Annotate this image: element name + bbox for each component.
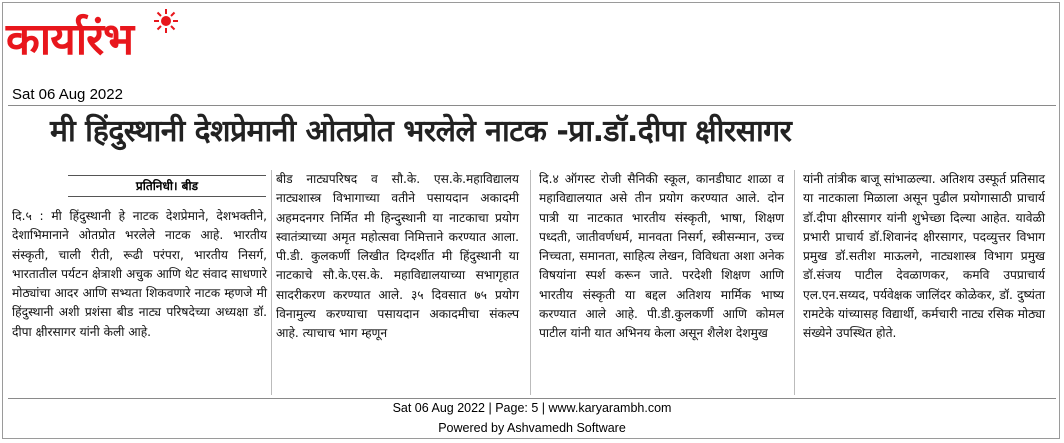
footer-powered-by: Powered by Ashvamedh Software	[438, 421, 626, 435]
article-byline: प्रतिनिधी। बीड	[68, 175, 266, 197]
article-column-4: यांनी तांत्रीक बाजू सांभाळल्या. अतिशय उस्फूर्त प्रतिसाद या नाटकाला मिळाला असून पुढील प्रयोगासाठी प्राचार्य डॉ.दीपा क्षीरसागर यांनी शुभेच्छा दिल्या आहेत. यावेळी प्रभारी प्राचार्य डॉ.शिवानंद क्षीरसागर, पदव्युत्तर विभाग प्रमुख डॉ.सतीश माऊलगे, नाट्यशास्त्र विभाग प्रमुख डॉ.संजय पाटील देवळाणकर, कमवि उपप्राचार्य एल.एन.सय्यद, पर्यवेक्षक जालिंदर कोळेकर, डॉ. दुष्यंता रामटेके यांच्यासह विद्यार्थी, कर्मचारी नाट्य रसिक मोठ्या संख्येने उपस्थित होते.	[803, 172, 1045, 341]
column-divider	[271, 170, 272, 395]
article-column-3: दि.४ ऑगस्ट रोजी सैनिकी स्कूल, कानडीघाट शाळा व महाविद्यालयात असे तीन प्रयोग करण्यात आले. दोन पात्री या नाटकात भारतीय संस्कृती, भाषा, शिक्षण पध्दती, जातीवर्णधर्म, मानवता निसर्ग, स्त्रीसन्मान, उच्च निच्चता, समानता, साहित्य लेखन, विविधता अशा अनेक विषयांना स्पर्श करून जाते. परदेशी शिक्षण आणि भारतीय संस्कृती या बद्दल अतिशय मार्मिक भाष्य करण्यात आले आहे. पी.डी.कुलकर्णी आणि कोमल पाटील यांनी यात अभिनय केला असून शैलेश देशमुख	[539, 172, 784, 341]
column-divider	[530, 170, 531, 395]
article-column-1: दि.५ : मी हिंदुस्थानी हे नाटक देशप्रेमाने, देशभक्तीने, देशाभिमानाने ओतप्रोत भरलेले नाटक आहे. भारतीय संस्कृती, चाली रीती, रूढी परंपरा, भारतीय निसर्ग, भारतातील पर्यटन क्षेत्राशी अचुक आणि थेट संवाद साधणारे मोठ्यांचा आदर आणि सभ्यता शिकवणारे नाटक म्हणजे मी हिंदुस्थानी अशी प्रशंसा बीड नाट्य परिषदेच्या अध्यक्षा डॉ. दीपा क्षीरसागर यांनी केली आहे.	[12, 209, 267, 339]
issue-date: Sat 06 Aug 2022	[12, 86, 123, 103]
article-column-2: बीड नाट्यपरिषद व सौ.के. एस.के.महाविद्यालय नाट्यशास्त्र विभागाच्या वतीने पसायदान अकादमी अहमदनगर निर्मित मी हिन्दुस्थानी या नाटकाचा प्रयोग स्वातंत्र्याच्या अमृत महोत्सवा निमित्ताने करण्यात आला. पी.डी. कुलकर्णी लिखीत दिग्दर्शीत मी हिंदुस्थानी या नाटकाचे सौ.के.एस.के. महाविद्यालयाच्या सभागृहात सादरीकरण करण्यात आले. ३५ दिवसात ७५ प्रयोग विनामुल्य करण्याचा पसायदान अकादमीचा संकल्प आहे. त्याचाच भाग म्हणून	[276, 172, 519, 341]
column-divider	[794, 170, 795, 395]
footer-divider	[8, 398, 1056, 399]
header-divider	[8, 105, 1056, 106]
article-headline: मी हिंदुस्थानी देशप्रेमानी ओतप्रोत भरलेले नाटक -प्रा.डॉ.दीपा क्षीरसागर	[50, 114, 792, 149]
masthead-logo[interactable]	[6, 6, 206, 78]
sun-icon	[153, 8, 179, 34]
logo-text: कार्यारंभ	[6, 14, 134, 65]
footer-info[interactable]: Sat 06 Aug 2022 | Page: 5 | www.karyarambh.com	[392, 401, 672, 415]
